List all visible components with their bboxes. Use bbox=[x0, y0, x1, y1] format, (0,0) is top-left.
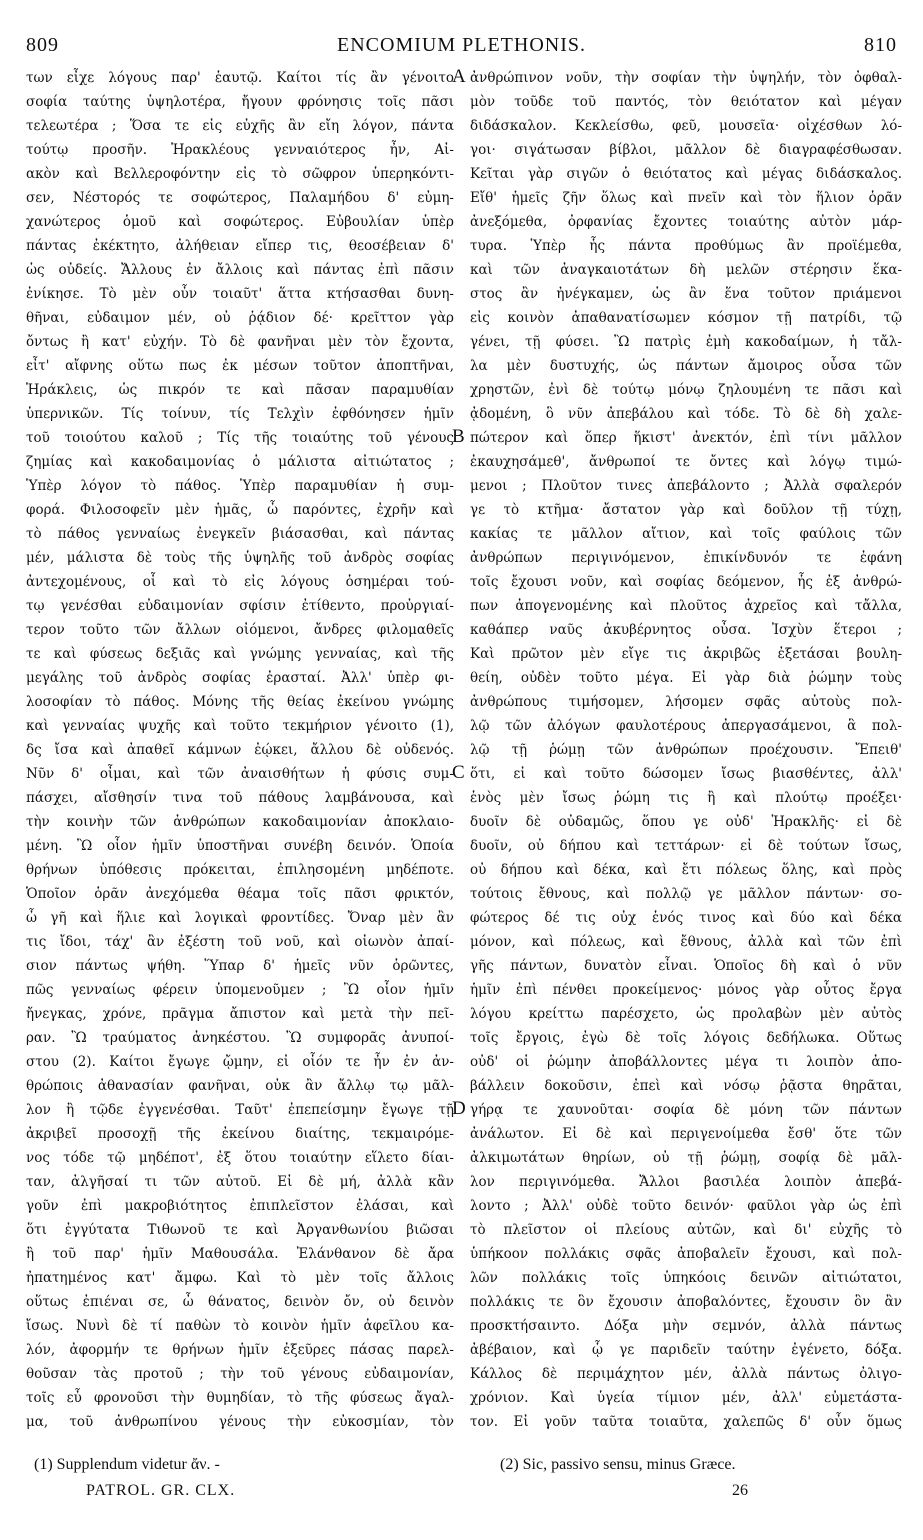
text-line: μα, τοῦ ἀνθρωπίνου γένους τὴν εὐκοσμίαν, τὸν bbox=[26, 1414, 454, 1430]
text-line: τοῦ τοιούτου καλοῦ ; Τίς τῆς τοιαύτης τοῦ γένους bbox=[26, 430, 454, 446]
text-line: χανώτερος ὁμοῦ καὶ σοφώτερος. Εὐβουλίαν ὑπὲρ bbox=[26, 214, 454, 230]
text-line: Κάλλος δὲ περιμάχητον μέν, ἀλλὰ πάντως ὀλιγο- bbox=[470, 1366, 902, 1382]
text-line: ἀνάλωτον. Εἰ δὲ καὶ περιγενοίμεθα ἔσθ' ὅτε τῶν bbox=[470, 1126, 902, 1142]
text-line: των εἶχε λόγους παρ' ἑαυτῷ. Καίτοι τίς ἂν γένοιτο bbox=[26, 70, 454, 86]
text-line: πων ἀπογενομένης καὶ πλοῦτος ἀχρεῖος καὶ τἄλλα, bbox=[470, 598, 902, 614]
text-line: ταν, ἀλγῆσαί τι τῶν αὐτοῦ. Εἰ δὲ μή, ἀλλὰ κἂν bbox=[26, 1174, 454, 1190]
text-line: ὑπερνικῶν. Τίς τοίνυν, τίς Τελχὶν ἐφθόνησεν ἡμῖν bbox=[26, 406, 454, 422]
text-line: δς ἴσα καὶ ἀπαθεῖ κάμνων ἐῴκει, ἄλλου δὲ οὐδενός. bbox=[26, 742, 454, 758]
text-line: πώτερον καὶ ὅπερ ἥκιστ' ἀνεκτόν, ἐπὶ τίνι μᾶλλον bbox=[470, 430, 902, 446]
text-line: καὶ τῶν ἀναγκαιοτάτων δὴ μελῶν στέρησιν ἕκα- bbox=[470, 262, 902, 278]
text-line: ὡς οὐδείς. Ἄλλους ἐν ἄλλοις καὶ πάντας ἐπὶ πᾶσιν bbox=[26, 262, 454, 278]
text-line: λῷ τῶν ἀλόγων φαυλοτέρους ἀπεργασάμενοι, ἃ πολ- bbox=[470, 718, 902, 734]
text-line: λον ἢ τῷδε ἐγγενέσθαι. Ταῦτ' ἐπεπείσμην ἔγωγε τῇ bbox=[26, 1102, 454, 1118]
text-line: μόνον, καὶ πόλεως, καὶ ἔθνους, ἀλλὰ καὶ τῶν ἐπὶ bbox=[470, 934, 902, 950]
text-line: τοῖς εὖ φρονοῦσι τὴν θυμηδίαν, τὸ τῆς φύσεως ἄγαλ- bbox=[26, 1390, 454, 1406]
text-line: λῷ τῇ ῥώμῃ τῶν ἀνθρώπων προέχουσιν. Ἔπειθ' bbox=[470, 742, 902, 758]
text-line: τοῖς ἔχουσι νοῦν, καὶ σοφίας δεόμενον, ἧς ἐξ ἀνθρώ- bbox=[470, 574, 902, 590]
text-line: τῳ γενέσθαι εὐδαιμονίαν σφίσιν ἐτίθεντο, προὐργιαί- bbox=[26, 598, 454, 614]
text-line: Καὶ πρῶτον μὲν εἴγε τις ἀκριβῶς ἐξετάσαι βουλη- bbox=[470, 646, 902, 662]
text-line: φορά. Φιλοσοφεῖν μὲν ἡμᾶς, ὦ παρόντες, ἐχρῆν καὶ bbox=[26, 502, 454, 518]
text-line: γοῦν ἐπὶ μακροβιότητος ἐπιπλεῖστον ἐλάσαι, καὶ bbox=[26, 1198, 454, 1214]
text-line: τον. Εἰ γοῦν ταῦτα τοιαῦτα, χαλεπῶς δ' οὖν ὅμως bbox=[470, 1414, 902, 1430]
text-line: οὐδ' οἱ ῥώμην ἀποβάλλοντες μέγα τι λοιπὸν ἀπο- bbox=[470, 1054, 902, 1070]
text-line: τυρα. Ὑπὲρ ἧς πάντα προθύμως ἂν προϊέμεθα, bbox=[470, 238, 902, 254]
volume-footer: PATROL. GR. CLX. bbox=[86, 1482, 236, 1499]
text-line: μενοι ; Πλοῦτον τινες ἀπεβάλοντο ; Ἀλλὰ σφαλερόν bbox=[470, 478, 902, 494]
text-line: θῆναι, εὐδαιμον μέν, οὐ ῥᾴδιον δέ· κρεῖττον γὰρ bbox=[26, 310, 454, 326]
page-number-right: 810 bbox=[864, 34, 897, 56]
text-line: φώτερος δέ τις οὐχ ἑνός τινος καὶ δύο καὶ δέκα bbox=[470, 910, 902, 926]
text-line: ἡμῖν ἐπὶ πένθει προκείμενος· μόνος γὰρ οὗτος ἔργα bbox=[470, 982, 902, 998]
text-line: χρόνιον. Καὶ ὑγεία τίμιον μέν, ἀλλ' εὐμετάστα- bbox=[470, 1390, 902, 1406]
text-line: ἀβέβαιον, καὶ ᾧ γε παριδεῖν ταύτην ἐγένετο, δόξα. bbox=[470, 1342, 902, 1358]
text-line: ᾀδομένη, ὃ νῦν ἀπεβάλου καὶ τόδε. Τὸ δὲ δὴ χαλε- bbox=[470, 406, 902, 422]
text-line: προσκτήσαιντο. Δόξα μὴν σεμνόν, ἀλλὰ πάντως bbox=[470, 1318, 902, 1334]
text-line: ὅτι ἐγγύτατα Τιθωνοῦ τε καὶ Ἀργανθωνίου βιῶσαι bbox=[26, 1222, 454, 1238]
text-line: ἤνεγκας, χρόνε, πρᾶγμα ἄπιστον καὶ μετὰ τὴν πεῖ- bbox=[26, 1006, 454, 1022]
text-line: ἀλκιμωτάτων θηρίων, οὐ τῇ ῥώμῃ, σοφίᾳ δὲ μᾶλ- bbox=[470, 1150, 902, 1166]
text-line: ραν. Ὢ τραύματος ἀνηκέστου. Ὢ συμφορᾶς ἀνυποί- bbox=[26, 1030, 454, 1046]
text-line: κακίας τε μᾶλλον αἴτιον, καὶ τοῖς φαύλοις τῶν bbox=[470, 526, 902, 542]
text-line: θοῦσαν τὰς προτοῦ ; τὴν τοῦ γένους εὐδαιμονίαν, bbox=[26, 1366, 454, 1382]
text-line: Κεῖται γὰρ σιγῶν ὁ θειότατος καὶ μέγας διδάσκαλος. bbox=[470, 166, 902, 182]
section-marker-c: C bbox=[452, 762, 465, 783]
section-marker-d: D bbox=[452, 1098, 466, 1119]
text-line: θείη, οὐδὲν τοῦτο μέγα. Εἰ γὰρ διὰ ῥώμην τοὺς bbox=[470, 670, 902, 686]
text-line: πάντας ἐκέκτητο, ἀλήθειαν εἴπερ τις, θεοσέβειαν δ' bbox=[26, 238, 454, 254]
footnote-1: (1) Supplendum videtur ἄν. - bbox=[34, 1456, 220, 1473]
page-number-left: 809 bbox=[26, 34, 59, 56]
footnote-left bbox=[34, 1452, 434, 1504]
text-line: τε καὶ φύσεως δεξιᾶς καὶ γνώμης γενναίας, καὶ τῆς bbox=[26, 646, 454, 662]
text-line: λόν, ἀφορμήν τε θρήνων ἡμῖν ἐξεῦρες πάσας παρελ- bbox=[26, 1342, 454, 1358]
text-line: δυοῖν, οὐ δήπου καὶ τεττάρων· εἰ δὲ τούτων ἴσως, bbox=[470, 838, 902, 854]
text-line: λα μὲν δυστυχής, ὡς πάντων ἄμοιρος οὖσα τῶν bbox=[470, 358, 902, 374]
text-line: τὴν κοινὴν τῶν ἀνθρώπων κακοδαιμονίαν ἀποκλαιο- bbox=[26, 814, 454, 830]
footnote-right bbox=[500, 1452, 900, 1499]
footnote-2: (2) Sic, passivo sensu, minus Græce. bbox=[500, 1456, 736, 1473]
signature-mark: 26 bbox=[732, 1482, 748, 1499]
text-line: τούτῳ προσῆν. Ἡρακλέους γενναιότερος ἦν, Αἰ- bbox=[26, 142, 454, 158]
text-line: τὸ πάθος γενναίως ἐνεγκεῖν βιάσασθαι, καὶ πάντας bbox=[26, 526, 454, 542]
left-text-column bbox=[26, 66, 454, 1430]
text-line: στου (2). Καίτοι ἔγωγε ᾤμην, εἰ οἷόν τε ἦν ἐν ἀν- bbox=[26, 1054, 454, 1070]
text-line: τοῖς ἔργοις, ἐγὼ δὲ τοῖς λόγοις δεδήλωκα. Οὕτως bbox=[470, 1030, 902, 1046]
text-line: ἀνεξόμεθα, ὀρφανίας ἔχοντες τοιαύτης αὐτὸν μάρ- bbox=[470, 214, 902, 230]
text-line: εἰς κοινὸν ἀπαθανατίσωμεν κόσμον τῇ πατρίδι, τῷ bbox=[470, 310, 902, 326]
text-line: ἀνθρώπινον νοῦν, τὴν σοφίαν τὴν ὑψηλήν, τὸν ὀφθαλ- bbox=[470, 70, 902, 86]
text-line: Ἡράκλεις, ὡς πικρόν τε καὶ πᾶσαν παραμυθίαν bbox=[26, 382, 454, 398]
text-line: γήρᾳ τε χαυνοῦται· σοφία δὲ μόνη τῶν πάντων bbox=[470, 1102, 902, 1118]
text-line: ἐκαυχησάμεθ', ἄνθρωποί τε ὄντες καὶ λόγῳ τιμώ- bbox=[470, 454, 902, 470]
text-line: ὑπήκοον πολλάκις σφᾶς ἀποβαλεῖν ἔχουσι, καὶ πολ- bbox=[470, 1246, 902, 1262]
text-line: Ὁποῖον ὁρᾶν ἀνεχόμεθα θέαμα τοῖς πᾶσι φρικτόν, bbox=[26, 886, 454, 902]
text-line: ἑνὸς μὲν ἴσως ῥώμη τις ἢ καὶ πλούτῳ προέξει· bbox=[470, 790, 902, 806]
text-line: ἀνθρώπους τιμήσομεν, λήσομεν σφᾶς αὐτοὺς πολ- bbox=[470, 694, 902, 710]
text-line: νος τόδε τῷ μηδέποτ', ἐξ ὅτου τοιαύτην εἵλετο δίαι- bbox=[26, 1150, 454, 1166]
section-marker-b: B bbox=[452, 426, 465, 447]
text-line: ὦ γῆ καὶ ἥλιε καὶ λογικαὶ φροντίδες. Ὄναρ μὲν ἂν bbox=[26, 910, 454, 926]
text-line: γε τὸ κτῆμα· ἄστατον γὰρ καὶ δοῦλον τῇ τύχῃ, bbox=[470, 502, 902, 518]
text-line: τερον τοῦτο τῶν ἄλλων οἰόμενοι, ἄνδρες φιλομαθεῖς bbox=[26, 622, 454, 638]
text-line: πολλάκις τε ὃν ἔχουσιν ἀποβαλόντες, ἔχουσιν ὃν ἂν bbox=[470, 1294, 902, 1310]
running-title: ENCOMIUM PLETHONIS. bbox=[337, 34, 586, 56]
text-line: σιον πάντως ψήθη. Ὕπαρ δ' ἡμεῖς νῦν ὁρῶντες, bbox=[26, 958, 454, 974]
text-line: γοι· σιγάτωσαν βίβλοι, μᾶλλον δὲ διαγραφέσθωσαν. bbox=[470, 142, 902, 158]
text-line: ζημίας καὶ κακοδαιμονίας ὁ μάλιστα αἰτιώτατος ; bbox=[26, 454, 454, 470]
text-line: ἠπατημένος κατ' ἄμφω. Καὶ τὸ μὲν τοῖς ἄλλοις bbox=[26, 1270, 454, 1286]
right-text-column bbox=[470, 66, 902, 1430]
text-line: σεν, Νέστορός τε σοφώτερος, Παλαμήδου δ' εὐμη- bbox=[26, 190, 454, 206]
text-line: πάσχει, αἴσθησίν τινα τοῦ πάθους λαμβάνουσα, καὶ bbox=[26, 790, 454, 806]
text-line: ἢ τοῦ παρ' ἡμῖν Μαθουσάλα. Ἐλάνθανον δὲ ἄρα bbox=[26, 1246, 454, 1262]
running-header bbox=[26, 34, 897, 58]
text-line: λοσοφίαν τὸ πάθος. Μόνης τῆς θείας ἐκείνου γνώμης bbox=[26, 694, 454, 710]
text-line: ὄντως ἢ κατ' εὐχήν. Τὸ δὲ φανῆναι μὲν τὸν ἔχοντα, bbox=[26, 334, 454, 350]
text-line: εἶτ' αἴφνης οὕτω πως ἐκ μέσων τοῦτον ἀποπτῆναι, bbox=[26, 358, 454, 374]
text-line: Νῦν δ' οἶμαι, καὶ τῶν ἀναισθήτων ἡ φύσις συμ- bbox=[26, 766, 454, 782]
text-line: λῶν πολλάκις τοῖς ὑπηκόοις δεινῶν αἰτιώτατοι, bbox=[470, 1270, 902, 1286]
text-line: γῆς πάντων, δυνατὸν εἶναι. Ὁποῖος δὴ καὶ ὁ νῦν bbox=[470, 958, 902, 974]
text-line: γένει, τῇ φύσει. Ὢ πατρὶς ἐμὴ κακοδαίμων, ἡ τἄλ- bbox=[470, 334, 902, 350]
text-line: μεγάλης τοῦ ἀνδρὸς σοφίας ἐρασταί. Ἀλλ' ὑπὲρ φι- bbox=[26, 670, 454, 686]
text-line: μὸν τοῦδε τοῦ παντός, τὸν θειότατον καὶ μέγαν bbox=[470, 94, 902, 110]
text-line: τούτοις ἔθνους, καὶ πολλῷ γε μᾶλλον πάντων· σο- bbox=[470, 886, 902, 902]
text-line: βάλλειν δοκοῦσιν, ἐπεὶ καὶ νόσῳ ῥᾷστα θηρᾶται, bbox=[470, 1078, 902, 1094]
text-line: πῶς γενναίως φέρειν ὑπομενοῦμεν ; Ὢ οἷον ἡμῖν bbox=[26, 982, 454, 998]
text-line: μέν, μάλιστα δὲ τοὺς τῆς ὑψηλῆς τοῦ ἀνδρὸς σοφίας bbox=[26, 550, 454, 566]
text-line: μένη. Ὢ οἷον ἡμῖν ὑποστῆναι συνέβη δεινόν. Ὁποία bbox=[26, 838, 454, 854]
text-line: θρώποις ἀθανασίαν φανῆναι, οὐκ ἂν ἄλλῳ τῳ μᾶλ- bbox=[26, 1078, 454, 1094]
text-line: τὸ πλεῖστον οἱ πλείους αὐτῶν, καὶ δι' εὐχῆς τὸ bbox=[470, 1222, 902, 1238]
text-line: Εἴθ' ἡμεῖς ζῆν ὅλως καὶ πνεῖν καὶ τὸν ἥλιον ὁρᾶν bbox=[470, 190, 902, 206]
text-line: τις ἴδοι, τάχ' ἂν ἐξέστη τοῦ νοῦ, καὶ οἰωνὸν ἀπαί- bbox=[26, 934, 454, 950]
text-line: καθάπερ ναῦς ἀκυβέρνητος οὖσα. Ἰσχὺν ἕτεροι ; bbox=[470, 622, 902, 638]
text-line: οὕτως ἐπιέναι σε, ὦ θάνατος, δεινὸν ὄν, οὐ δεινὸν bbox=[26, 1294, 454, 1310]
text-line: δυοῖν δὲ οὐδαμῶς, ὅπου γε οὐδ' Ἡρακλῆς· εἰ δὲ bbox=[470, 814, 902, 830]
text-line: στος ἂν ἠνέγκαμεν, ὡς ἂν ἕνα τοῦτον πριάμενοι bbox=[470, 286, 902, 302]
text-line: ἐνίκησε. Τὸ μὲν οὖν τοιαῦτ' ἅττα κτήσασθαι δυνη- bbox=[26, 286, 454, 302]
text-line: Ὑπὲρ λόγον τὸ πάθος. Ὑπὲρ παραμυθίαν ἡ συμ- bbox=[26, 478, 454, 494]
text-line: διδάσκαλον. Κεκλείσθω, φεῦ, μουσεῖα· οἰχέσθων λό- bbox=[470, 118, 902, 134]
text-line: λοντο ; Ἀλλ' οὐδὲ τοῦτο δεινόν· φαῦλοι γὰρ ὡς ἐπὶ bbox=[470, 1198, 902, 1214]
text-line: τελεωτέρα ; Ὅσα τε εἰς εὐχῆς ἂν εἴη λόγον, πάντα bbox=[26, 118, 454, 134]
text-line: ἀνθρώπων περιγινόμενον, ἐπικίνδυνόν τε ἐφάνη bbox=[470, 550, 902, 566]
text-line: καὶ γενναίας ψυχῆς καὶ τοῦτο τεκμήριον γένοιτο (1), bbox=[26, 718, 454, 734]
text-line: ἀντεχομένους, οἷ καὶ τὸ εἰς λόγους ὁσημέραι τού- bbox=[26, 574, 454, 590]
text-line: ἴσως. Νυνὶ δὲ τί παθὼν τὸ κοινὸν ἡμῖν ἀφεῖλου κα- bbox=[26, 1318, 454, 1334]
text-line: ὅτι, εἰ καὶ τοῦτο δώσομεν ἴσως βιασθέντες, ἀλλ' bbox=[470, 766, 902, 782]
text-line: λον περιγινόμεθα. Ἄλλοι βασιλέα λοιπὸν ἀπεβά- bbox=[470, 1174, 902, 1190]
text-line: θρήνων ὑπόθεσις πρόκειται, ἐπιλησομένη μηδέποτε. bbox=[26, 862, 454, 878]
section-marker-a: A bbox=[452, 66, 466, 87]
text-line: ἀκριβεῖ προσοχῇ τῆς ἐκείνου διαίτης, τεκμαιρόμε- bbox=[26, 1126, 454, 1142]
text-line: ακὸν καὶ Βελλεροφόντην εἰς τὸ σῶφρον ὑπερηκόντι- bbox=[26, 166, 454, 182]
text-line: λόγου κρείττω παρέσχετο, ὡς προλαβὼν μὲν αὐτὸς bbox=[470, 1006, 902, 1022]
text-line: σοφία ταύτης ὑψηλοτέρα, ἤγουν φρόνησις τοῖς πᾶσι bbox=[26, 94, 454, 110]
text-line: χρηστῶν, ἐνὶ δὲ τούτῳ μόνῳ ζηλουμένη τε πᾶσι καὶ bbox=[470, 382, 902, 398]
text-line: οὐ δήπου καὶ δέκα, καὶ ἔτι πόλεως ὅλης, καὶ πρὸς bbox=[470, 862, 902, 878]
